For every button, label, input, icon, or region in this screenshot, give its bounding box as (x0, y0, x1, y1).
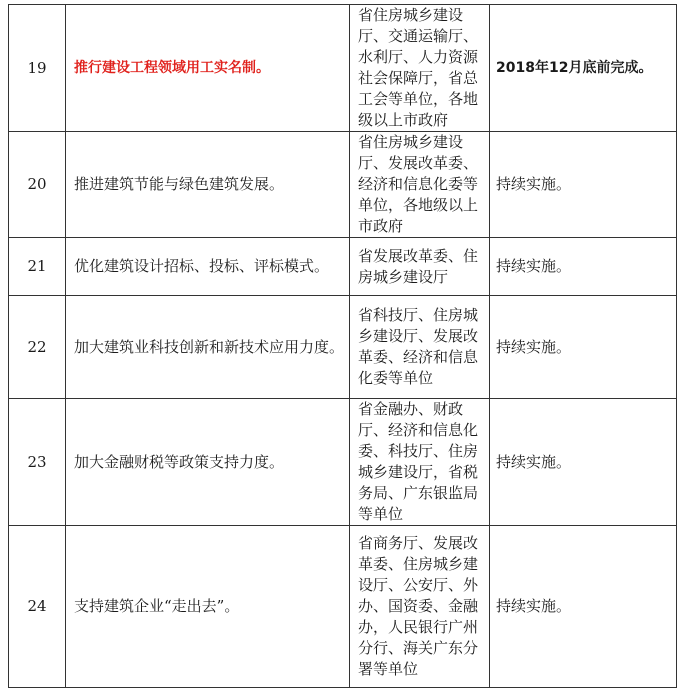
table-row (9, 526, 677, 688)
deadline: 2018年12月底前完成。 (490, 5, 677, 132)
table-row (9, 296, 677, 399)
task-description: 支持建筑企业“走出去”。 (66, 526, 350, 688)
responsible-departments: 省住房城乡建设厅、发展改革委、经济和信息化委等单位，各地级以上市政府 (350, 132, 490, 238)
task-description: 推进建筑节能与绿色建筑发展。 (66, 132, 350, 238)
table-row (9, 238, 677, 296)
deadline: 持续实施。 (490, 399, 677, 526)
responsible-departments: 省科技厅、住房城乡建设厅、发展改革委、经济和信息化委等单位 (350, 296, 490, 399)
task-table (8, 4, 677, 688)
responsible-departments: 省发展改革委、住房城乡建设厅 (350, 238, 490, 296)
table-row (9, 399, 677, 526)
row-number: 21 (9, 238, 66, 296)
responsible-departments: 省住房城乡建设厅、交通运输厅、水利厅、人力资源社会保障厅，省总工会等单位，各地级以上市政府 (350, 5, 490, 132)
table-row (9, 5, 677, 132)
responsible-departments: 省金融办、财政厅、经济和信息化委、科技厅、住房城乡建设厅，省税务局、广东银监局等单位 (350, 399, 490, 526)
task-description: 推行建设工程领域用工实名制。 (66, 5, 350, 132)
row-number: 24 (9, 526, 66, 688)
task-description: 加大金融财税等政策支持力度。 (66, 399, 350, 526)
deadline: 持续实施。 (490, 238, 677, 296)
row-number: 22 (9, 296, 66, 399)
deadline: 持续实施。 (490, 296, 677, 399)
task-description: 加大建筑业科技创新和新技术应用力度。 (66, 296, 350, 399)
responsible-departments: 省商务厅、发展改革委、住房城乡建设厅、公安厅、外办、国资委、金融办，人民银行广州分行、海关广东分署等单位 (350, 526, 490, 688)
table-row (9, 132, 677, 238)
row-number: 20 (9, 132, 66, 238)
deadline: 持续实施。 (490, 526, 677, 688)
row-number: 19 (9, 5, 66, 132)
task-description: 优化建筑设计招标、投标、评标模式。 (66, 238, 350, 296)
row-number: 23 (9, 399, 66, 526)
deadline: 持续实施。 (490, 132, 677, 238)
